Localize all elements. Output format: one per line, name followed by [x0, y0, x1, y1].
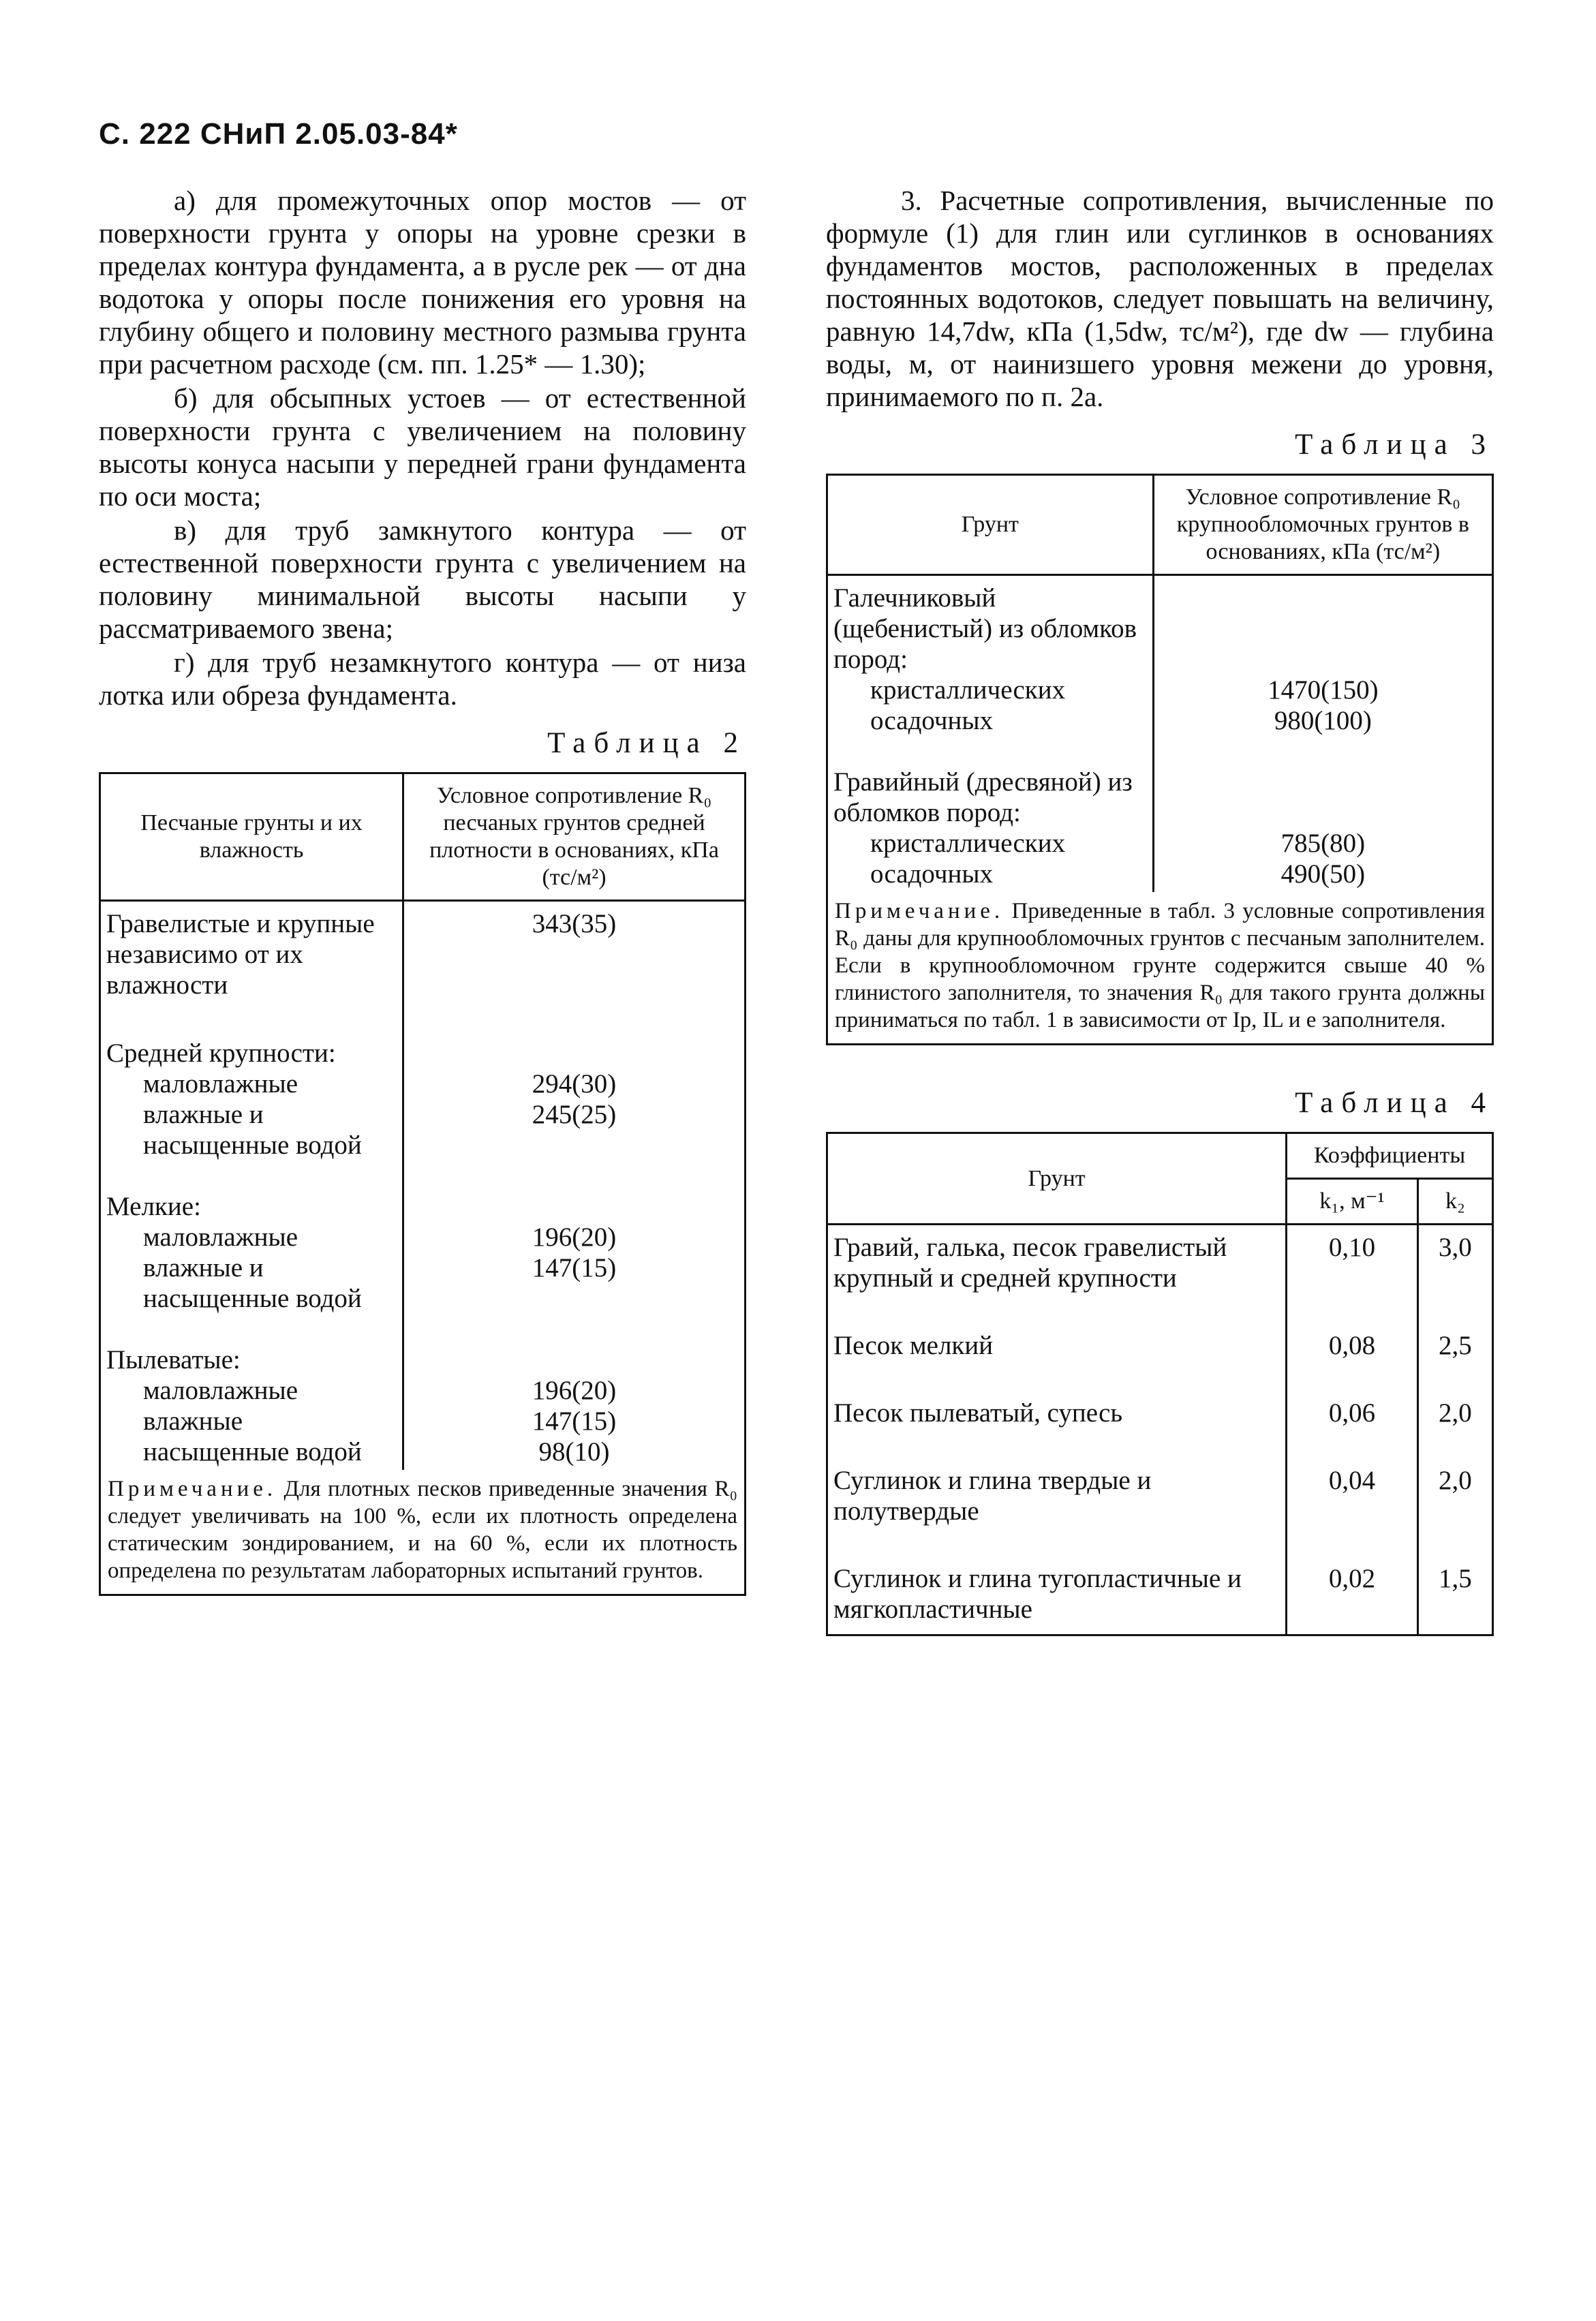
table4-row-name: Суглинок и глина тугопластичные и мягкопластичные	[827, 1556, 1287, 1635]
table3-row-value: 490(50)	[1153, 859, 1492, 892]
table4-row-k2: 1,5	[1417, 1556, 1492, 1635]
table3-row-value: 785(80)	[1153, 828, 1492, 859]
table2-row-value: 147(15)	[403, 1252, 746, 1314]
table3-row-name: осадочных	[827, 705, 1154, 736]
table3-row-name: кристаллических	[827, 675, 1154, 705]
table3-caption: Таблица 3	[1295, 429, 1494, 461]
table-row	[827, 1323, 1493, 1391]
table-2	[99, 772, 746, 1596]
table-row	[100, 1191, 746, 1222]
paragraph-b: б) для обсыпных устоев — от естественной поверхности грунта с увеличением на половину высоты конуса насыпи у передней грани фундамента по оси моста;	[99, 382, 746, 512]
table2-row-name: маловлажные	[100, 1222, 403, 1252]
table2-row-value: 147(15)	[403, 1406, 746, 1436]
table4-header-soil: Грунт	[827, 1133, 1287, 1225]
table2-row-value	[403, 1191, 746, 1222]
table-row	[827, 705, 1493, 736]
table-row	[100, 1344, 746, 1375]
table3-body	[827, 575, 1493, 893]
table2-row-value: 343(35)	[403, 901, 746, 1008]
table2-note-text: Для плотных песков приведенные значения R₀ следует увеличивать на 100 %, если их плотность определена статическим зондированием, и на 60 %, если их плотность определена по результатам лабораторных испытаний грунтов.	[108, 1477, 738, 1583]
table3-note	[827, 892, 1493, 1045]
table4-row-k2: 2,0	[1417, 1391, 1492, 1458]
table3-row-name: Гравийный (дресвяной) из обломков пород:	[827, 767, 1154, 828]
table3-row-value	[1153, 767, 1492, 828]
table-row	[827, 575, 1493, 675]
table4-row-k1: 0,06	[1287, 1391, 1418, 1458]
table-row	[100, 1069, 746, 1099]
table4-row-k2: 3,0	[1417, 1225, 1492, 1324]
paragraph-g: г) для труб незамкнутого контура — от низа лотка или обреза фундамента.	[99, 647, 746, 711]
table-row	[827, 675, 1493, 705]
table-4	[826, 1132, 1494, 1636]
paragraph-a: а) для промежуточных опор мостов — от поверхности грунта у опоры на уровне срезки в пределах контура фундамента, а в русле рек — от дна водотока у опоры после понижения его уровня на глубину общего и половину местного размыва грунта при расчетном расходе (см. пп. 1.25* — 1.30);	[99, 185, 746, 380]
table2-row-name: Гравелистые и крупные независимо от их влажности	[100, 901, 403, 1008]
table-row	[827, 1556, 1493, 1635]
table2-row-name: влажные и насыщенные водой	[100, 1099, 403, 1160]
table-row	[100, 1099, 746, 1160]
table2-row-name: Мелкие:	[100, 1191, 403, 1222]
table4-row-k1: 0,08	[1287, 1323, 1418, 1391]
paragraph-3: 3. Расчетные сопротивления, вычисленные по формуле (1) для глин или суглинков в основаниях фундаментов мостов, расположенных в пределах постоянных водотоков, следует повышать на величину, равную 14,7dw, кПа (1,5dw, тс/м²), где dw — глубина воды, м, от наинизшего уровня межени до уровня, принимаемого по п. 2а.	[826, 185, 1494, 412]
table4-header-k2: k₂	[1417, 1179, 1492, 1225]
table2-header-soil: Песчаные грунты и их влажность	[100, 773, 403, 901]
table2-row-value: 196(20)	[403, 1375, 746, 1406]
right-column	[826, 184, 1494, 1636]
table2-note-label: Примечание.	[108, 1477, 277, 1501]
table2-row-value: 294(30)	[403, 1069, 746, 1099]
left-column	[99, 184, 746, 1596]
table3-row-value: 980(100)	[1153, 705, 1492, 736]
table-row	[827, 767, 1493, 828]
table3-row-value	[1153, 575, 1492, 675]
table2-header-resistance: Условное сопротивление R₀ песчаных грунтов средней плотности в основаниях, кПа (тс/м²)	[403, 773, 746, 901]
table3-header-resistance: Условное сопротивление R₀ крупнообломочных грунтов в основаниях, кПа (тс/м²)	[1153, 475, 1492, 575]
table-row	[827, 828, 1493, 859]
table2-row-value: 196(20)	[403, 1222, 746, 1252]
table3-row-name: осадочных	[827, 859, 1154, 892]
table4-row-name: Суглинок и глина твердые и полутвердые	[827, 1458, 1287, 1556]
table2-row-name: Средней крупности:	[100, 1038, 403, 1069]
table-row	[100, 901, 746, 1008]
table4-header-coefficients: Коэффициенты	[1287, 1133, 1493, 1179]
table2-row-name: влажные и насыщенные водой	[100, 1252, 403, 1314]
table-row	[827, 859, 1493, 892]
running-head: С. 222 СНиП 2.05.03-84*	[99, 117, 458, 151]
table2-row-name: маловлажные	[100, 1069, 403, 1099]
table4-row-k1: 0,04	[1287, 1458, 1418, 1556]
table2-row-value: 98(10)	[403, 1436, 746, 1470]
table-row	[100, 1406, 746, 1436]
table3-row-value: 1470(150)	[1153, 675, 1492, 705]
table-row	[827, 1458, 1493, 1556]
table3-note-text: Приведенные в табл. 3 условные сопротивления R₀ даны для крупнообломочных грунтов с песчаным заполнителем. Если в крупнообломочном грунте содержится свыше 40 % глинистого заполнителя, то значения R₀ для такого грунта должны приниматься по табл. 1 в зависимости от Ip, IL и e заполнителя.	[835, 899, 1486, 1032]
table-3	[826, 474, 1494, 1045]
table-row-spacer	[100, 1007, 746, 1038]
table4-row-name: Песок пылеватый, супесь	[827, 1391, 1287, 1458]
table4-row-k1: 0,10	[1287, 1225, 1418, 1324]
table2-caption: Таблица 2	[547, 727, 746, 759]
table3-note-label: Примечание.	[835, 899, 1004, 923]
table3-row-name: Галечниковый (щебенистый) из обломков пород:	[827, 575, 1154, 675]
table2-row-value: 245(25)	[403, 1099, 746, 1160]
table-row	[100, 1222, 746, 1252]
table-row	[100, 1038, 746, 1069]
table2-body	[100, 901, 746, 1471]
table3-row-name: кристаллических	[827, 828, 1154, 859]
table4-row-k2: 2,0	[1417, 1458, 1492, 1556]
table2-row-name: маловлажные	[100, 1375, 403, 1406]
table-row	[100, 1252, 746, 1314]
table2-note	[100, 1470, 746, 1595]
table4-header-k1: k₁, м⁻¹	[1287, 1179, 1418, 1225]
table2-row-value	[403, 1038, 746, 1069]
table2-row-name: Пылеватые:	[100, 1344, 403, 1375]
table-row-spacer	[100, 1314, 746, 1344]
table4-row-k1: 0,02	[1287, 1556, 1418, 1635]
table-row	[100, 1375, 746, 1406]
table-row	[100, 1436, 746, 1470]
table2-row-name: влажные	[100, 1406, 403, 1436]
table4-row-k2: 2,5	[1417, 1323, 1492, 1391]
table2-row-name: насыщенные водой	[100, 1436, 403, 1470]
table4-body	[827, 1225, 1493, 1635]
table-row	[827, 1391, 1493, 1458]
table-row	[827, 1225, 1493, 1324]
table4-row-name: Песок мелкий	[827, 1323, 1287, 1391]
table2-row-value	[403, 1344, 746, 1375]
table-row-spacer	[100, 1160, 746, 1191]
paragraph-v: в) для труб замкнутого контура — от естественной поверхности грунта с увеличением на половину минимальной высоты насыпи у рассматриваемого звена;	[99, 514, 746, 644]
table4-caption: Таблица 4	[1295, 1087, 1494, 1119]
table-row-spacer	[827, 736, 1493, 767]
table3-header-soil: Грунт	[827, 475, 1154, 575]
table4-row-name: Гравий, галька, песок гравелистый крупный и средней крупности	[827, 1225, 1287, 1324]
